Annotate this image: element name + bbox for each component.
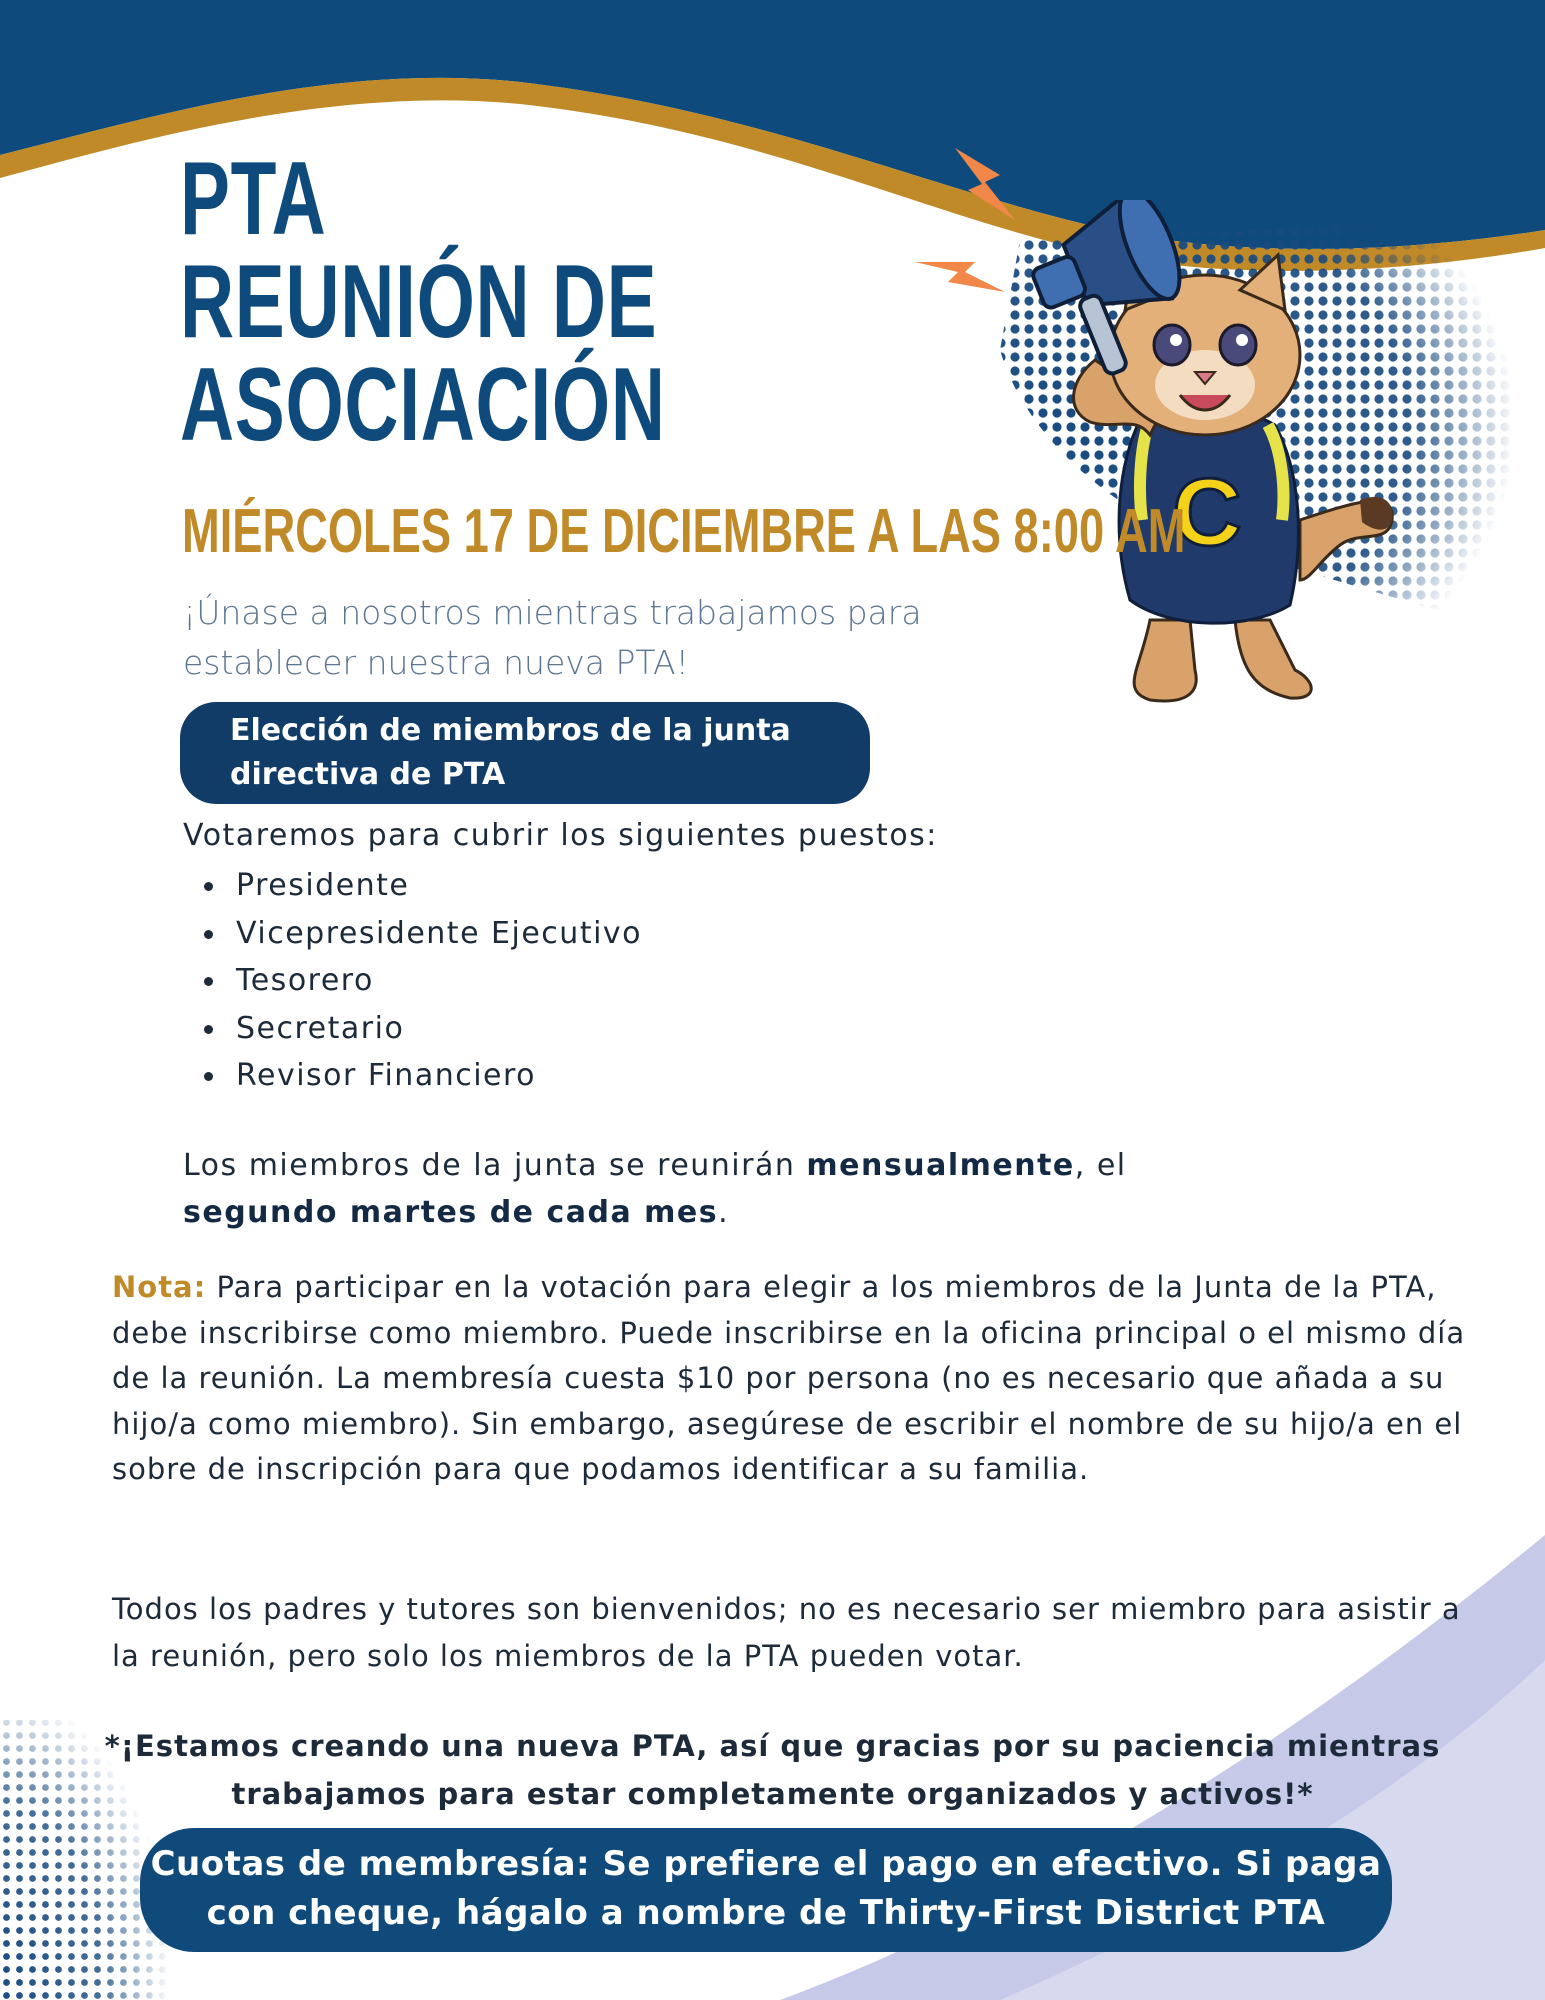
election-heading-pill xyxy=(180,702,870,804)
dues-line: con cheque, hágalo a nombre de Thirty-First District PTA xyxy=(206,1893,1326,1933)
positions-list xyxy=(200,862,642,1100)
membership-dues-banner xyxy=(140,1828,1392,1952)
membership-note xyxy=(112,1265,1482,1493)
title-line: PTA xyxy=(180,141,327,257)
patience-line: *¡Estamos creando una nueva PTA, así que gracias por su paciencia mientras xyxy=(104,1729,1441,1763)
meeting-frequency-text xyxy=(183,1142,1183,1236)
bullet-icon xyxy=(204,1072,213,1081)
note-label: Nota: xyxy=(112,1270,207,1304)
patience-line: trabajamos para estar completamente organizados y activos!* xyxy=(231,1777,1314,1811)
bullet-icon xyxy=(204,977,213,986)
bullet-icon xyxy=(204,882,213,891)
bullet-icon xyxy=(204,1025,213,1034)
monthly-bold-day: segundo martes de cada mes xyxy=(183,1195,719,1230)
monthly-bold: mensualmente xyxy=(806,1148,1075,1183)
svg-text:C: C xyxy=(1172,459,1242,566)
intro-line: establecer nuestra nueva PTA! xyxy=(183,643,689,682)
list-item xyxy=(200,957,642,1005)
intro-line: ¡Únase a nosotros mientras trabajamos para xyxy=(183,593,922,632)
pill-line: Elección de miembros de la junta xyxy=(230,713,791,748)
event-date: MIÉRCOLES 17 DE DICIEMBRE A LAS 8:00 AM xyxy=(182,497,1186,566)
list-item xyxy=(200,1005,642,1053)
position-label: Secretario xyxy=(236,1010,405,1046)
position-label: Presidente xyxy=(236,868,410,903)
position-label: Tesorero xyxy=(236,963,374,998)
pill-line: directiva de PTA xyxy=(230,757,506,792)
title-line: REUNIÓN DE xyxy=(180,244,658,360)
welcome-text: Todos los padres y tutores son bienvenidos; no es necesario ser miembro para asistir a la reunión, pero solo los miembros de la PTA pueden votar. xyxy=(112,1592,1461,1673)
intro-text xyxy=(183,588,1083,688)
monthly-end: . xyxy=(718,1195,730,1230)
bullet-icon xyxy=(204,930,213,939)
title-line: ASOCIACIÓN xyxy=(180,347,666,463)
patience-message xyxy=(100,1722,1445,1818)
list-item xyxy=(200,910,642,958)
position-label: Revisor Financiero xyxy=(236,1058,537,1093)
monthly-mid: , el xyxy=(1074,1148,1127,1183)
position-label: Vicepresidente Ejecutivo xyxy=(236,915,643,951)
dues-line: Cuotas de membresía: Se prefiere el pago en efectivo. Si paga xyxy=(150,1844,1382,1884)
note-text: Para participar en la votación para elegir a los miembros de la Junta de la PTA, debe inscribirse como miembro. Puede inscribirse en la oficina principal o el mismo día de la reunión. La membresía cuesta $10 por persona (no es necesario que añada a su hijo/a como miembro). Sin embargo, asegúrese de escribir el nombre de su hijo/a en el sobre de inscripción para que podamos identificar a su familia. xyxy=(112,1270,1466,1486)
event-title xyxy=(180,141,666,463)
positions-intro: Votaremos para cubrir los siguientes puestos: xyxy=(183,818,938,853)
monthly-pre: Los miembros de la junta se reunirán xyxy=(183,1148,807,1183)
list-item xyxy=(200,862,642,910)
list-item xyxy=(200,1052,642,1100)
